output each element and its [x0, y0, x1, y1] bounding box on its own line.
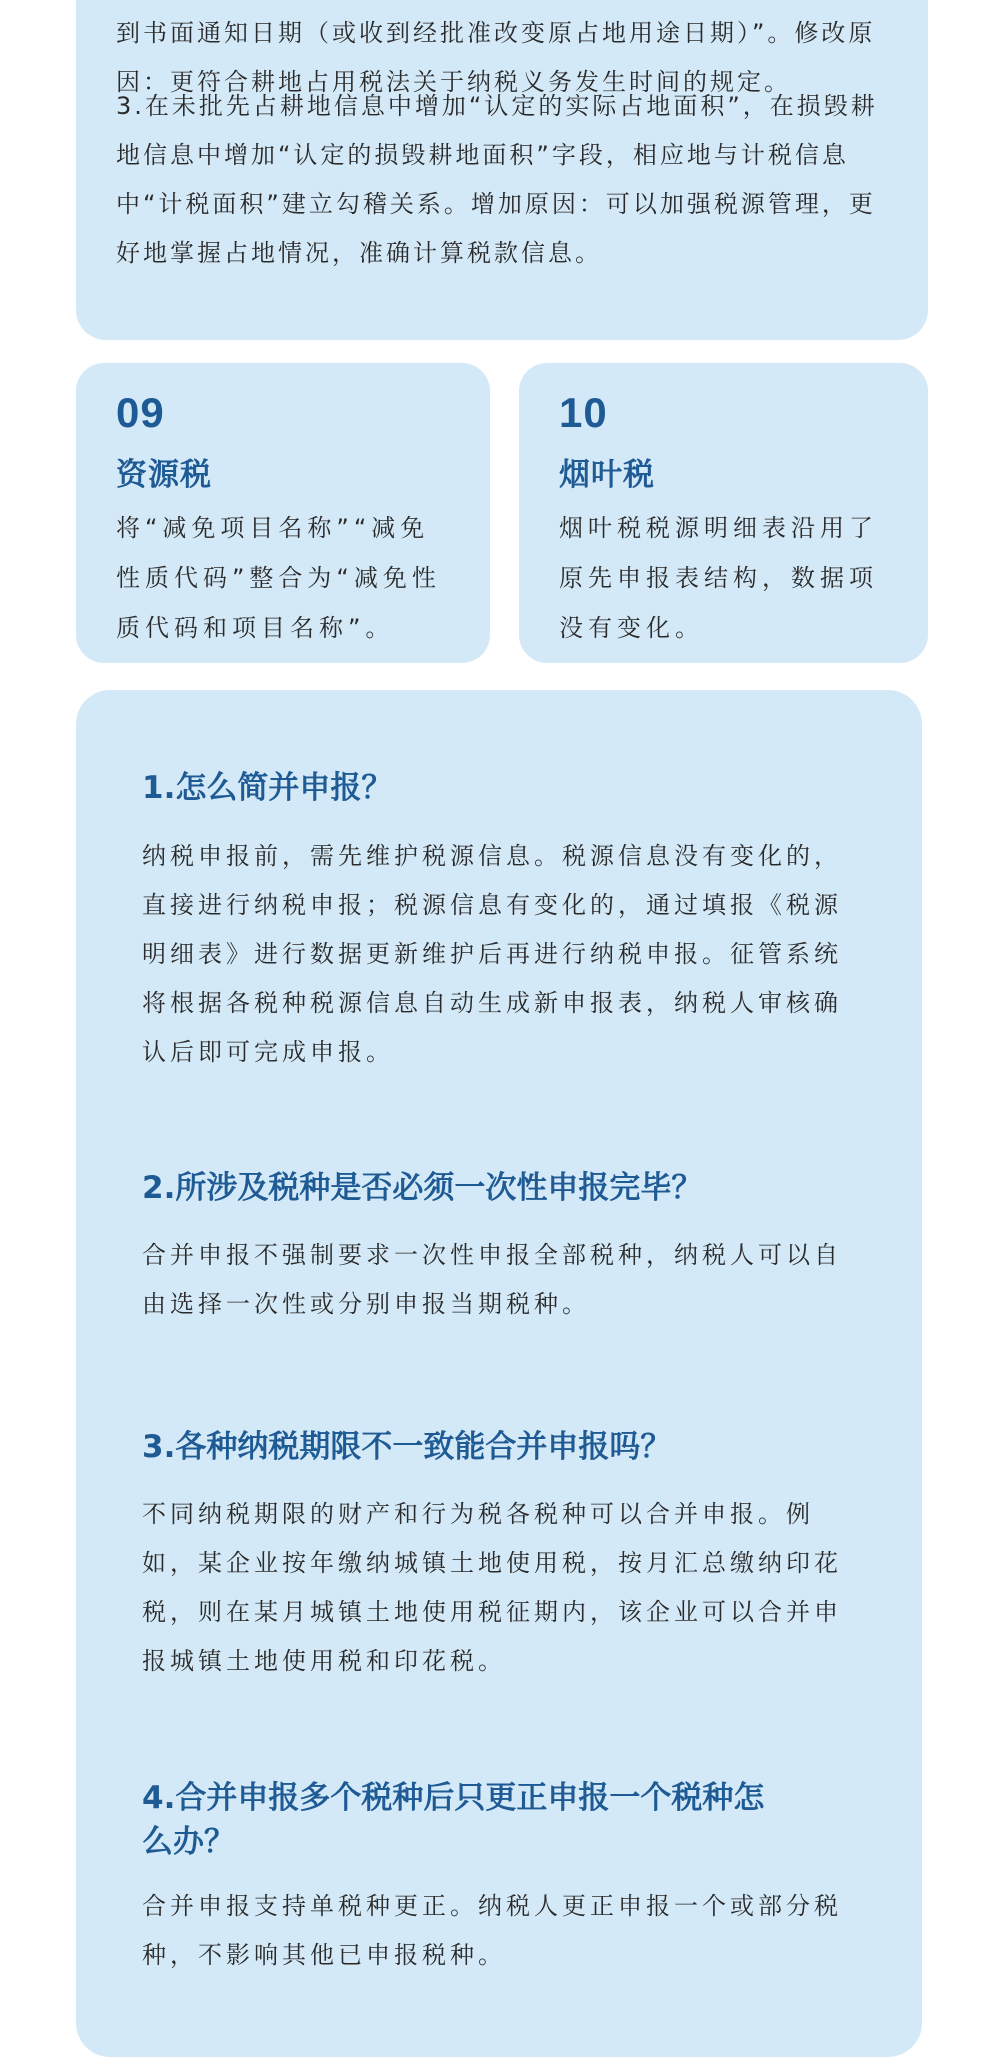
- resource-tax-card: [76, 363, 490, 663]
- faq-card: [76, 690, 922, 2057]
- resource-tax-number: 09: [116, 389, 165, 436]
- change-item-3-text: 3.在未批先占耕地信息中增加“认定的实际占地面积”，在损毁耕地信息中增加“认定的损毁耕地面积”字段，相应地与计税信息中“计税面积”建立勾稽关系。增加原因：可以加强税源管理，更好地掌握占地情况，准确计算税款信息。: [116, 92, 878, 267]
- tobacco-leaf-tax-description: 烟叶税税源明细表沿用了原先申报表结构，数据项没有变化。: [559, 514, 878, 642]
- faq-answer-1: 纳税申报前，需先维护税源信息。税源信息没有变化的，直接进行纳税申报；税源信息有变化的，通过填报《税源明细表》进行数据更新维护后再进行纳税申报。征管系统将根据各税种税源信息自动生成新申报表，纳税人审核确认后即可完成申报。: [142, 842, 842, 1066]
- resource-tax-description: 将“减免项目名称”“减免性质代码”整合为“减免性质代码和项目名称”。: [116, 514, 441, 642]
- resource-tax-title: 资源税: [116, 457, 212, 493]
- faq-answer-4: 合并申报支持单税种更正。纳税人更正申报一个或部分税种，不影响其他已申报税种。: [142, 1892, 842, 1969]
- faq-question-3: 3.各种纳税期限不一致能合并申报吗？: [142, 1429, 672, 1465]
- faq-question-4: 4.合并申报多个税种后只更正申报一个税种怎么办？: [142, 1780, 765, 1860]
- tobacco-leaf-tax-card: [519, 363, 928, 663]
- faq-answer-2: 合并申报不强制要求一次性申报全部税种，纳税人可以自由选择一次性或分别申报当期税种。: [142, 1241, 842, 1318]
- faq-question-2: 2.所涉及税种是否必须一次性申报完毕？: [142, 1170, 703, 1206]
- faq-answer-3: 不同纳税期限的财产和行为税各税种可以合并申报。例如，某企业按年缴纳城镇土地使用税，按月汇总缴纳印花税，则在某月城镇土地使用税征期内，该企业可以合并申报城镇土地使用税和印花税。: [142, 1500, 842, 1675]
- faq-question-1: 1.怎么简并申报？: [142, 770, 393, 806]
- change-item-2-text: 到书面通知日期（或收到经批准改变原占地用途日期）”。修改原因：更符合耕地占用税法关于纳税义务发生时间的规定。: [116, 19, 876, 96]
- tobacco-leaf-tax-title: 烟叶税: [559, 457, 655, 493]
- tobacco-leaf-tax-number: 10: [559, 389, 608, 436]
- cultivated-land-tax-changes-card: [76, 0, 928, 340]
